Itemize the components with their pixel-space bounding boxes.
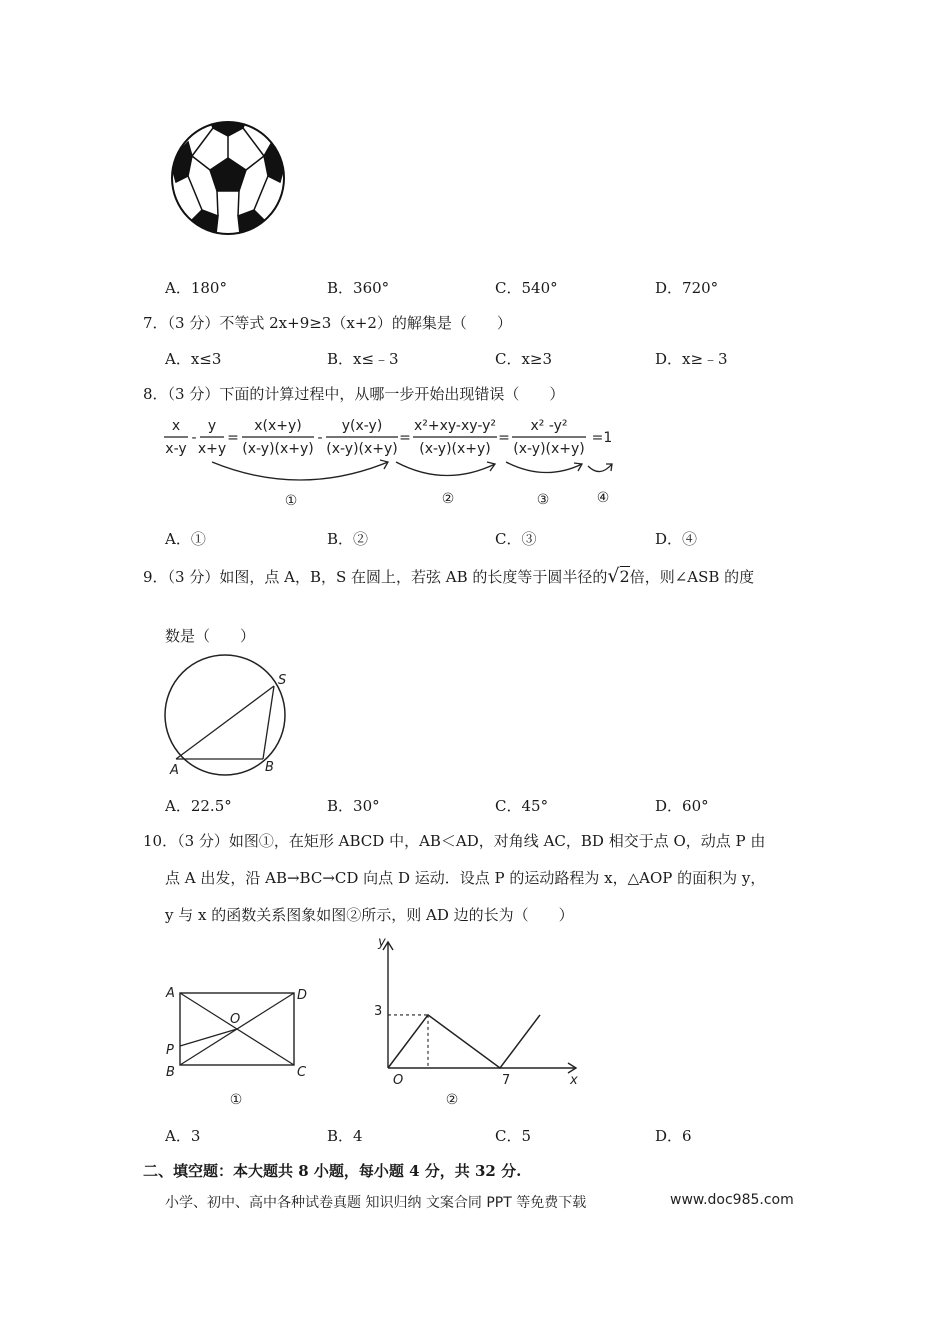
q8-option-a: A．① xyxy=(165,530,206,548)
footer-text: 小学、初中、高中各种试卷真题 知识归纳 文案合同 PPT 等免费下载 xyxy=(165,1195,587,1211)
q10-number: 10． xyxy=(143,832,178,850)
q7-stem xyxy=(143,313,512,333)
q8-t1-den: x-y xyxy=(165,441,187,457)
q8-t6-num: x² -y² xyxy=(530,418,568,434)
q8-eq-1: = xyxy=(227,430,239,446)
q8-step4-arrow xyxy=(588,464,612,472)
q8-t5-den: (x-y)(x+y) xyxy=(419,441,491,457)
q6-option-a: A．180° xyxy=(165,279,227,297)
q8-t5-num: x²+xy-xy-y² xyxy=(413,418,497,434)
q8-step1-arrow xyxy=(212,462,388,480)
q8-eq-2: = xyxy=(399,430,411,446)
q10-fig1-label-d: D xyxy=(297,988,308,1003)
q10-fig1-label-a: A xyxy=(166,986,175,1001)
q9-option-c: C．45° xyxy=(495,797,549,815)
q10-fig2-x-tick: 7 xyxy=(502,1073,511,1088)
q8-t2-den: x+y xyxy=(197,441,227,457)
q10-fig1-caption: ① xyxy=(229,1092,243,1108)
footer-url: www.doc985.com xyxy=(670,1192,794,1208)
q10-option-c: C．5 xyxy=(495,1127,532,1145)
q8-number: 8． xyxy=(143,385,168,403)
q10-fig2-x-axis-label: x xyxy=(570,1073,578,1088)
q8-step-2: ② xyxy=(441,491,455,507)
q10-fig2-origin-label: O xyxy=(393,1073,404,1088)
q8-stem xyxy=(143,384,564,404)
q9-sqrt-value: 2 xyxy=(619,567,630,586)
q9-text-b: 倍，则∠ASB 的度 xyxy=(629,568,755,586)
q6-option-d: D．720° xyxy=(655,279,719,297)
q9-label-b: B xyxy=(265,760,274,775)
q8-step3-arrow xyxy=(506,462,582,473)
q10-graph-figure xyxy=(360,930,590,1110)
q10-score: （3 分） xyxy=(177,832,229,850)
q8-step-1: ① xyxy=(284,493,298,509)
q9-option-b: B．30° xyxy=(327,797,380,815)
q9-option-a: A．22.5° xyxy=(165,797,232,815)
q10-graph-line xyxy=(388,1015,540,1068)
q9-label-a: A xyxy=(170,763,179,778)
q10-line2: 点 A 出发，沿 AB→BC→CD 向点 D 运动．设点 P 的运动路程为 x，△AOP 的面积为 y， xyxy=(165,869,766,887)
q10-option-b: B．4 xyxy=(327,1127,363,1145)
q8-step-3: ③ xyxy=(536,492,550,508)
q10-fig2-y-tick: 3 xyxy=(374,1004,383,1019)
q8-t2-num: y xyxy=(207,418,217,434)
q8-result: =1 xyxy=(591,430,613,446)
q7-option-d: D．x≥﹣3 xyxy=(655,350,728,368)
q10-stem xyxy=(143,831,765,851)
q8-text: 下面的计算过程中，从哪一步开始出现错误（ ） xyxy=(219,385,565,403)
q8-t4-num: y(x-y) xyxy=(341,418,383,434)
q8-option-d: D．④ xyxy=(655,530,698,548)
q8-t3-num: x(x+y) xyxy=(254,418,302,434)
q10-fig1-label-b: B xyxy=(166,1065,175,1080)
q10-rectangle-figure xyxy=(160,980,320,1110)
q8-step-4: ④ xyxy=(596,490,610,506)
q8-minus-1: - xyxy=(191,430,197,446)
q7-score: （3 分） xyxy=(167,314,220,332)
q8-eq-3: = xyxy=(498,430,510,446)
q7-option-c: C．x≥3 xyxy=(495,350,553,368)
q10-fig2-y-axis-label: y xyxy=(378,935,386,950)
q10-fig2-caption: ② xyxy=(445,1092,459,1108)
q7-number: 7． xyxy=(143,314,168,332)
q9-stem-line2: 数是（ ） xyxy=(165,627,256,645)
q8-score: （3 分） xyxy=(167,385,220,403)
q7-text: 不等式 2x+9≥3（x+2）的解集是（ ） xyxy=(219,314,512,332)
q8-step2-arrow xyxy=(396,462,495,476)
q7-option-a: A．x≤3 xyxy=(165,350,222,368)
q10-option-d: D．6 xyxy=(655,1127,692,1145)
q9-text-a: 如图，点 A，B，S 在圆上，若弦 AB 的长度等于圆半径的 xyxy=(219,568,608,586)
q9-number: 9． xyxy=(143,568,168,586)
q8-t3-den: (x-y)(x+y) xyxy=(242,441,314,457)
q10-line1: 如图①，在矩形 ABCD 中，AB＜AD，对角线 AC，BD 相交于点 O，动点 P 由 xyxy=(228,832,766,850)
q8-t6-den: (x-y)(x+y) xyxy=(513,441,585,457)
q6-option-c: C．540° xyxy=(495,279,558,297)
q8-formula-figure xyxy=(160,410,630,515)
q9-option-d: D．60° xyxy=(655,797,709,815)
q9-sqrt-sign: √ xyxy=(607,565,620,587)
q7-option-b: B．x≤﹣3 xyxy=(327,350,399,368)
q8-t4-den: (x-y)(x+y) xyxy=(326,441,398,457)
q10-fig1-label-c: C xyxy=(297,1065,307,1080)
q8-option-b: B．② xyxy=(327,530,369,548)
q8-option-c: C．③ xyxy=(495,530,537,548)
q9-circle-figure xyxy=(160,652,300,782)
soccer-ball-figure xyxy=(168,118,288,238)
q8-t1-num: x xyxy=(171,418,181,434)
section2-title: 二、填空题：本大题共 8 小题，每小题 4 分，共 32 分. xyxy=(143,1162,522,1180)
q10-fig1-label-o: O xyxy=(230,1012,241,1027)
q6-option-b: B．360° xyxy=(327,279,390,297)
q8-minus-2: - xyxy=(317,430,323,446)
q9-label-s: S xyxy=(278,673,287,688)
q10-line3: y 与 x 的函数关系图象如图②所示，则 AD 边的长为（ ） xyxy=(165,906,574,924)
q9-stem xyxy=(143,566,754,587)
q9-score: （3 分） xyxy=(167,568,220,586)
q10-option-a: A．3 xyxy=(165,1127,201,1145)
q10-fig1-label-p: P xyxy=(166,1043,174,1058)
